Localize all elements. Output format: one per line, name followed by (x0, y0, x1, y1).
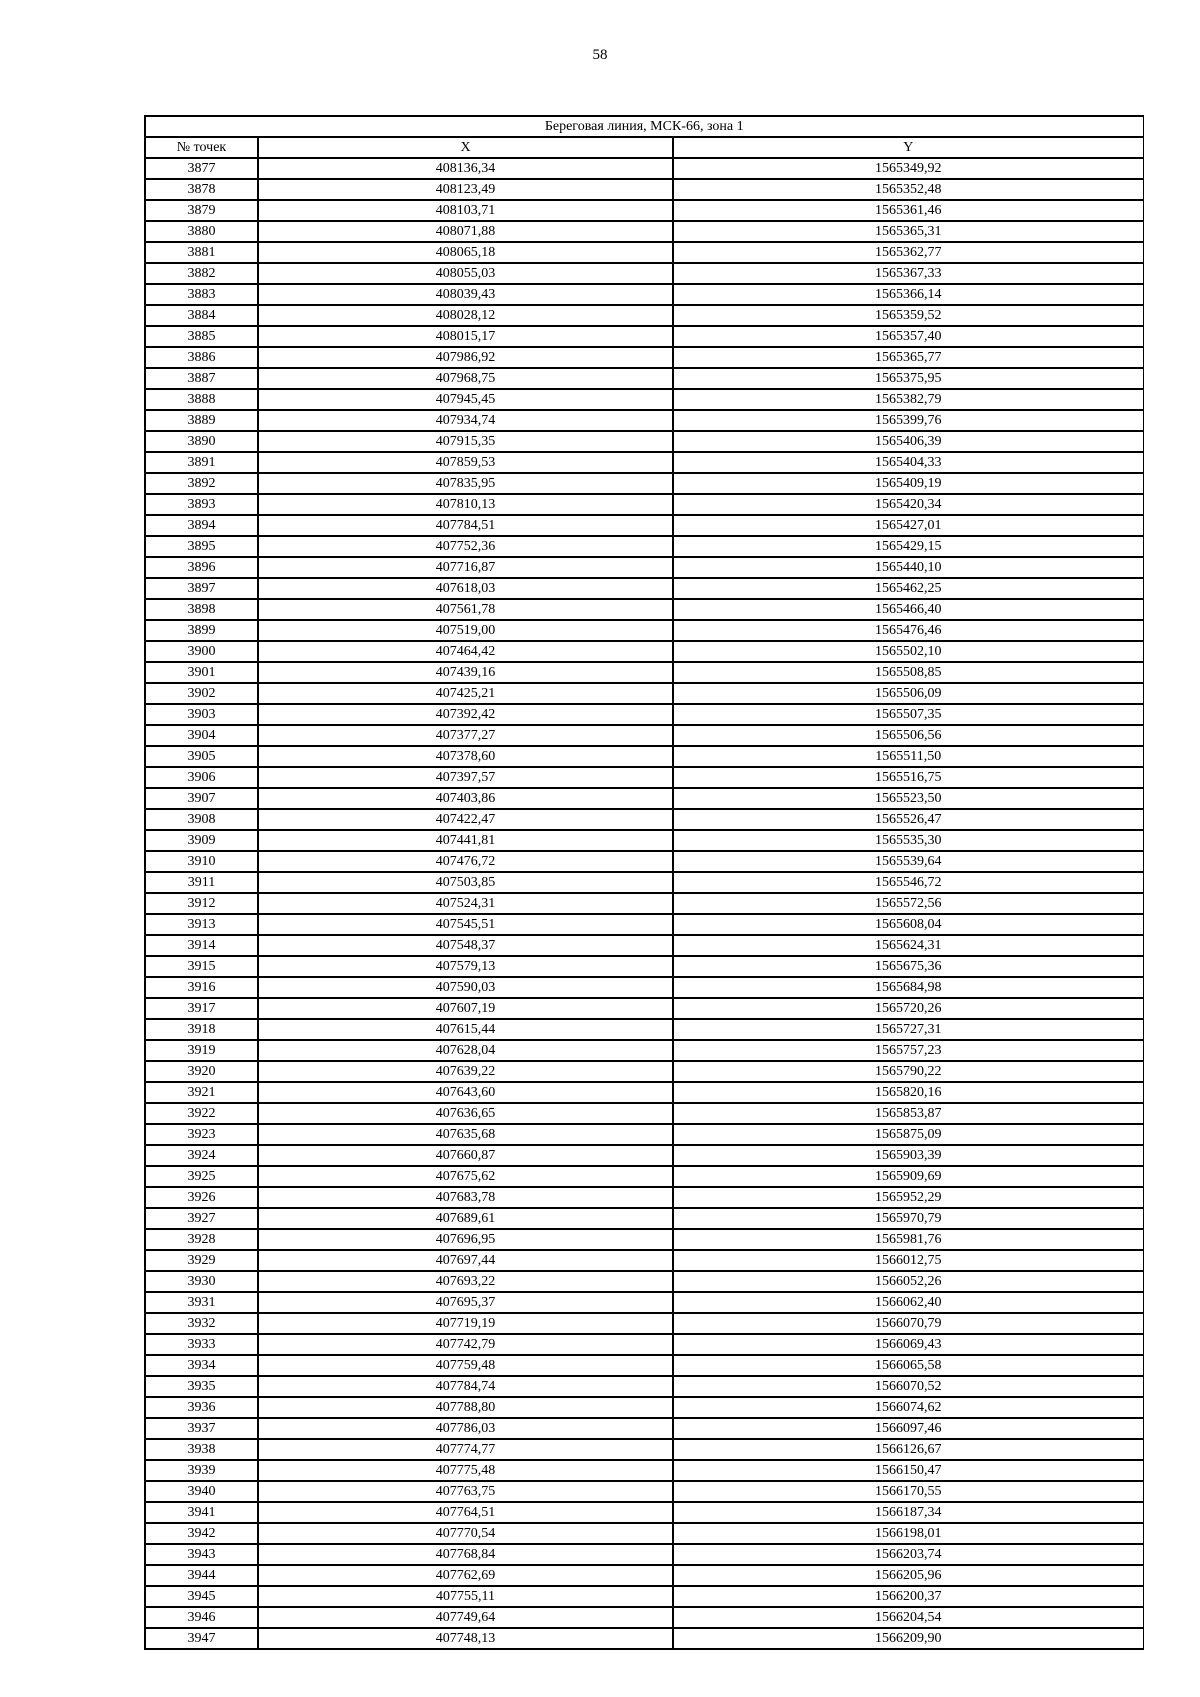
cell-x: 407439,16 (258, 662, 673, 683)
cell-point-number: 3943 (145, 1544, 258, 1565)
cell-x: 408065,18 (258, 242, 673, 263)
cell-x: 407392,42 (258, 704, 673, 725)
cell-y: 1565365,77 (673, 347, 1143, 368)
cell-x: 407759,48 (258, 1355, 673, 1376)
table-row (145, 599, 1143, 620)
cell-point-number: 3906 (145, 767, 258, 788)
cell-y: 1566012,75 (673, 1250, 1143, 1271)
cell-point-number: 3946 (145, 1607, 258, 1628)
cell-point-number: 3934 (145, 1355, 258, 1376)
cell-y: 1566187,34 (673, 1502, 1143, 1523)
cell-y: 1566209,90 (673, 1628, 1143, 1649)
cell-x: 407986,92 (258, 347, 673, 368)
cell-point-number: 3889 (145, 410, 258, 431)
table-row (145, 536, 1143, 557)
cell-y: 1565420,34 (673, 494, 1143, 515)
cell-point-number: 3883 (145, 284, 258, 305)
cell-point-number: 3933 (145, 1334, 258, 1355)
table-row (145, 389, 1143, 410)
table-row (145, 851, 1143, 872)
cell-point-number: 3887 (145, 368, 258, 389)
table-row (145, 809, 1143, 830)
table-row (145, 683, 1143, 704)
cell-y: 1565506,56 (673, 725, 1143, 746)
cell-point-number: 3914 (145, 935, 258, 956)
cell-y: 1566069,43 (673, 1334, 1143, 1355)
cell-x: 407615,44 (258, 1019, 673, 1040)
table-row (145, 242, 1143, 263)
cell-point-number: 3902 (145, 683, 258, 704)
cell-x: 407749,64 (258, 1607, 673, 1628)
cell-y: 1565523,50 (673, 788, 1143, 809)
cell-x: 407810,13 (258, 494, 673, 515)
cell-point-number: 3893 (145, 494, 258, 515)
table-row (145, 1418, 1143, 1439)
cell-x: 407643,60 (258, 1082, 673, 1103)
cell-x: 407763,75 (258, 1481, 673, 1502)
cell-y: 1566170,55 (673, 1481, 1143, 1502)
table-row (145, 263, 1143, 284)
cell-point-number: 3898 (145, 599, 258, 620)
table-row (145, 1040, 1143, 1061)
cell-point-number: 3947 (145, 1628, 258, 1649)
table-header-row (145, 137, 1143, 158)
cell-point-number: 3917 (145, 998, 258, 1019)
cell-point-number: 3910 (145, 851, 258, 872)
page-number: 58 (592, 47, 608, 63)
cell-x: 407441,81 (258, 830, 673, 851)
cell-y: 1565526,47 (673, 809, 1143, 830)
cell-point-number: 3919 (145, 1040, 258, 1061)
table-row (145, 158, 1143, 179)
cell-point-number: 3938 (145, 1439, 258, 1460)
cell-x: 407748,13 (258, 1628, 673, 1649)
table-row (145, 1439, 1143, 1460)
cell-point-number: 3915 (145, 956, 258, 977)
cell-y: 1565406,39 (673, 431, 1143, 452)
cell-y: 1565727,31 (673, 1019, 1143, 1040)
table-row (145, 1481, 1143, 1502)
table-row (145, 305, 1143, 326)
coordinates-table (144, 115, 1144, 1650)
cell-x: 407590,03 (258, 977, 673, 998)
cell-point-number: 3882 (145, 263, 258, 284)
cell-x: 407695,37 (258, 1292, 673, 1313)
cell-y: 1565352,48 (673, 179, 1143, 200)
cell-point-number: 3941 (145, 1502, 258, 1523)
cell-x: 407770,54 (258, 1523, 673, 1544)
cell-point-number: 3916 (145, 977, 258, 998)
table-row (145, 578, 1143, 599)
cell-y: 1565757,23 (673, 1040, 1143, 1061)
table-row (145, 662, 1143, 683)
table-row (145, 1502, 1143, 1523)
cell-point-number: 3890 (145, 431, 258, 452)
cell-x: 407788,80 (258, 1397, 673, 1418)
cell-x: 407579,13 (258, 956, 673, 977)
cell-point-number: 3901 (145, 662, 258, 683)
cell-y: 1565382,79 (673, 389, 1143, 410)
cell-point-number: 3896 (145, 557, 258, 578)
cell-y: 1565909,69 (673, 1166, 1143, 1187)
cell-y: 1565362,77 (673, 242, 1143, 263)
table-row (145, 725, 1143, 746)
cell-y: 1565875,09 (673, 1124, 1143, 1145)
table-row (145, 1565, 1143, 1586)
cell-point-number: 3891 (145, 452, 258, 473)
cell-x: 407915,35 (258, 431, 673, 452)
cell-x: 407689,61 (258, 1208, 673, 1229)
table-row (145, 1124, 1143, 1145)
cell-y: 1565359,52 (673, 305, 1143, 326)
cell-point-number: 3944 (145, 1565, 258, 1586)
cell-x: 408015,17 (258, 326, 673, 347)
cell-y: 1565508,85 (673, 662, 1143, 683)
table-row (145, 1250, 1143, 1271)
cell-x: 408071,88 (258, 221, 673, 242)
cell-y: 1566070,79 (673, 1313, 1143, 1334)
cell-point-number: 3931 (145, 1292, 258, 1313)
cell-x: 407675,62 (258, 1166, 673, 1187)
cell-y: 1565535,30 (673, 830, 1143, 851)
table-row (145, 1292, 1143, 1313)
cell-x: 407377,27 (258, 725, 673, 746)
cell-x: 407476,72 (258, 851, 673, 872)
table-row (145, 914, 1143, 935)
cell-y: 1565539,64 (673, 851, 1143, 872)
cell-y: 1565608,04 (673, 914, 1143, 935)
cell-x: 407403,86 (258, 788, 673, 809)
cell-x: 407762,69 (258, 1565, 673, 1586)
table-row (145, 830, 1143, 851)
cell-x: 407548,37 (258, 935, 673, 956)
table-row (145, 1187, 1143, 1208)
cell-y: 1565820,16 (673, 1082, 1143, 1103)
cell-point-number: 3907 (145, 788, 258, 809)
cell-point-number: 3880 (145, 221, 258, 242)
cell-x: 407768,84 (258, 1544, 673, 1565)
cell-point-number: 3903 (145, 704, 258, 725)
cell-y: 1566126,67 (673, 1439, 1143, 1460)
cell-x: 407660,87 (258, 1145, 673, 1166)
cell-x: 408123,49 (258, 179, 673, 200)
table-row (145, 1607, 1143, 1628)
cell-point-number: 3892 (145, 473, 258, 494)
cell-x: 407945,45 (258, 389, 673, 410)
table-row (145, 1082, 1143, 1103)
table-row (145, 368, 1143, 389)
cell-x: 407636,65 (258, 1103, 673, 1124)
table-row (145, 1313, 1143, 1334)
cell-x: 407786,03 (258, 1418, 673, 1439)
cell-x: 407519,00 (258, 620, 673, 641)
cell-point-number: 3924 (145, 1145, 258, 1166)
cell-point-number: 3897 (145, 578, 258, 599)
cell-y: 1565440,10 (673, 557, 1143, 578)
table-row (145, 1229, 1143, 1250)
cell-x: 407859,53 (258, 452, 673, 473)
cell-point-number: 3908 (145, 809, 258, 830)
table-row (145, 1061, 1143, 1082)
cell-point-number: 3939 (145, 1460, 258, 1481)
cell-y: 1565476,46 (673, 620, 1143, 641)
cell-y: 1565624,31 (673, 935, 1143, 956)
cell-point-number: 3912 (145, 893, 258, 914)
cell-y: 1566062,40 (673, 1292, 1143, 1313)
cell-y: 1565466,40 (673, 599, 1143, 620)
cell-point-number: 3929 (145, 1250, 258, 1271)
cell-y: 1566205,96 (673, 1565, 1143, 1586)
cell-y: 1565399,76 (673, 410, 1143, 431)
table-row (145, 872, 1143, 893)
cell-point-number: 3928 (145, 1229, 258, 1250)
cell-y: 1566150,47 (673, 1460, 1143, 1481)
cell-y: 1565790,22 (673, 1061, 1143, 1082)
table-row (145, 1628, 1143, 1649)
cell-y: 1565511,50 (673, 746, 1143, 767)
cell-point-number: 3923 (145, 1124, 258, 1145)
cell-x: 408055,03 (258, 263, 673, 284)
cell-x: 408136,34 (258, 158, 673, 179)
cell-point-number: 3905 (145, 746, 258, 767)
cell-x: 407607,19 (258, 998, 673, 1019)
cell-point-number: 3879 (145, 200, 258, 221)
cell-point-number: 3904 (145, 725, 258, 746)
table-caption: Береговая линия, МСК-66, зона 1 (145, 116, 1143, 137)
cell-x: 407639,22 (258, 1061, 673, 1082)
cell-y: 1566097,46 (673, 1418, 1143, 1439)
cell-x: 407422,47 (258, 809, 673, 830)
cell-point-number: 3878 (145, 179, 258, 200)
cell-x: 407774,77 (258, 1439, 673, 1460)
cell-y: 1566204,54 (673, 1607, 1143, 1628)
cell-y: 1565903,39 (673, 1145, 1143, 1166)
table-row (145, 1271, 1143, 1292)
cell-point-number: 3911 (145, 872, 258, 893)
table-row (145, 515, 1143, 536)
cell-y: 1565506,09 (673, 683, 1143, 704)
cell-y: 1565516,75 (673, 767, 1143, 788)
cell-y: 1566065,58 (673, 1355, 1143, 1376)
cell-y: 1565675,36 (673, 956, 1143, 977)
cell-x: 407503,85 (258, 872, 673, 893)
cell-y: 1566198,01 (673, 1523, 1143, 1544)
table-row (145, 452, 1143, 473)
table-row (145, 1544, 1143, 1565)
column-header-point-number: № точек (145, 137, 258, 158)
column-header-y: Y (673, 137, 1143, 158)
cell-point-number: 3895 (145, 536, 258, 557)
cell-point-number: 3930 (145, 1271, 258, 1292)
table-row (145, 347, 1143, 368)
cell-x: 408103,71 (258, 200, 673, 221)
cell-point-number: 3945 (145, 1586, 258, 1607)
column-header-x: X (258, 137, 673, 158)
table-row (145, 410, 1143, 431)
cell-x: 407464,42 (258, 641, 673, 662)
cell-point-number: 3881 (145, 242, 258, 263)
cell-point-number: 3886 (145, 347, 258, 368)
cell-y: 1565357,40 (673, 326, 1143, 347)
cell-x: 407835,95 (258, 473, 673, 494)
table-row (145, 1019, 1143, 1040)
table-row (145, 1208, 1143, 1229)
cell-x: 407397,57 (258, 767, 673, 788)
cell-point-number: 3894 (145, 515, 258, 536)
cell-y: 1565572,56 (673, 893, 1143, 914)
cell-x: 407378,60 (258, 746, 673, 767)
table-row (145, 326, 1143, 347)
table-row (145, 200, 1143, 221)
table-row (145, 998, 1143, 1019)
cell-y: 1565720,26 (673, 998, 1143, 1019)
table-row (145, 1376, 1143, 1397)
table-row (145, 893, 1143, 914)
cell-x: 407545,51 (258, 914, 673, 935)
cell-point-number: 3920 (145, 1061, 258, 1082)
cell-y: 1566074,62 (673, 1397, 1143, 1418)
cell-y: 1565546,72 (673, 872, 1143, 893)
table-row (145, 620, 1143, 641)
table-row (145, 1586, 1143, 1607)
table-row (145, 956, 1143, 977)
table-row (145, 1334, 1143, 1355)
cell-x: 407696,95 (258, 1229, 673, 1250)
cell-x: 407683,78 (258, 1187, 673, 1208)
table-row (145, 1166, 1143, 1187)
cell-y: 1565502,10 (673, 641, 1143, 662)
cell-y: 1565952,29 (673, 1187, 1143, 1208)
cell-point-number: 3900 (145, 641, 258, 662)
cell-point-number: 3884 (145, 305, 258, 326)
cell-x: 407561,78 (258, 599, 673, 620)
cell-x: 407628,04 (258, 1040, 673, 1061)
table-row (145, 704, 1143, 725)
cell-y: 1566200,37 (673, 1586, 1143, 1607)
cell-point-number: 3888 (145, 389, 258, 410)
table-row (145, 473, 1143, 494)
cell-y: 1565970,79 (673, 1208, 1143, 1229)
cell-x: 407716,87 (258, 557, 673, 578)
table-row (145, 788, 1143, 809)
cell-y: 1565462,25 (673, 578, 1143, 599)
table-row (145, 431, 1143, 452)
cell-x: 407524,31 (258, 893, 673, 914)
cell-point-number: 3922 (145, 1103, 258, 1124)
cell-y: 1566203,74 (673, 1544, 1143, 1565)
table-row (145, 1103, 1143, 1124)
table-body (145, 158, 1143, 1649)
cell-point-number: 3932 (145, 1313, 258, 1334)
table-caption-row (145, 116, 1143, 137)
table-row (145, 557, 1143, 578)
cell-y: 1565349,92 (673, 158, 1143, 179)
table-row (145, 767, 1143, 788)
cell-y: 1565981,76 (673, 1229, 1143, 1250)
table-row (145, 221, 1143, 242)
table-row (145, 746, 1143, 767)
cell-x: 407742,79 (258, 1334, 673, 1355)
cell-y: 1565366,14 (673, 284, 1143, 305)
cell-point-number: 3913 (145, 914, 258, 935)
cell-y: 1565684,98 (673, 977, 1143, 998)
cell-x: 407635,68 (258, 1124, 673, 1145)
cell-x: 407764,51 (258, 1502, 673, 1523)
cell-x: 407425,21 (258, 683, 673, 704)
cell-y: 1566052,26 (673, 1271, 1143, 1292)
cell-point-number: 3942 (145, 1523, 258, 1544)
cell-x: 407719,19 (258, 1313, 673, 1334)
cell-y: 1565404,33 (673, 452, 1143, 473)
table-row (145, 1397, 1143, 1418)
cell-x: 407784,51 (258, 515, 673, 536)
cell-point-number: 3918 (145, 1019, 258, 1040)
cell-x: 408039,43 (258, 284, 673, 305)
cell-y: 1565429,15 (673, 536, 1143, 557)
cell-y: 1565409,19 (673, 473, 1143, 494)
cell-point-number: 3877 (145, 158, 258, 179)
cell-x: 407618,03 (258, 578, 673, 599)
cell-point-number: 3909 (145, 830, 258, 851)
table-row (145, 977, 1143, 998)
table-row (145, 1355, 1143, 1376)
cell-x: 407784,74 (258, 1376, 673, 1397)
cell-point-number: 3885 (145, 326, 258, 347)
cell-x: 407968,75 (258, 368, 673, 389)
cell-y: 1565367,33 (673, 263, 1143, 284)
cell-x: 407697,44 (258, 1250, 673, 1271)
cell-x: 408028,12 (258, 305, 673, 326)
table-row (145, 284, 1143, 305)
table-row (145, 1523, 1143, 1544)
cell-point-number: 3940 (145, 1481, 258, 1502)
cell-y: 1565507,35 (673, 704, 1143, 725)
cell-y: 1565361,46 (673, 200, 1143, 221)
table-row (145, 494, 1143, 515)
table-row (145, 641, 1143, 662)
cell-point-number: 3925 (145, 1166, 258, 1187)
cell-x: 407752,36 (258, 536, 673, 557)
cell-point-number: 3935 (145, 1376, 258, 1397)
cell-point-number: 3937 (145, 1418, 258, 1439)
cell-point-number: 3936 (145, 1397, 258, 1418)
cell-y: 1566070,52 (673, 1376, 1143, 1397)
cell-point-number: 3899 (145, 620, 258, 641)
cell-point-number: 3927 (145, 1208, 258, 1229)
cell-point-number: 3926 (145, 1187, 258, 1208)
cell-y: 1565375,95 (673, 368, 1143, 389)
table-row (145, 1460, 1143, 1481)
cell-point-number: 3921 (145, 1082, 258, 1103)
cell-y: 1565853,87 (673, 1103, 1143, 1124)
cell-x: 407755,11 (258, 1586, 673, 1607)
table-row (145, 935, 1143, 956)
cell-x: 407775,48 (258, 1460, 673, 1481)
cell-y: 1565365,31 (673, 221, 1143, 242)
table-row (145, 1145, 1143, 1166)
table-row (145, 179, 1143, 200)
cell-x: 407693,22 (258, 1271, 673, 1292)
cell-y: 1565427,01 (673, 515, 1143, 536)
cell-x: 407934,74 (258, 410, 673, 431)
